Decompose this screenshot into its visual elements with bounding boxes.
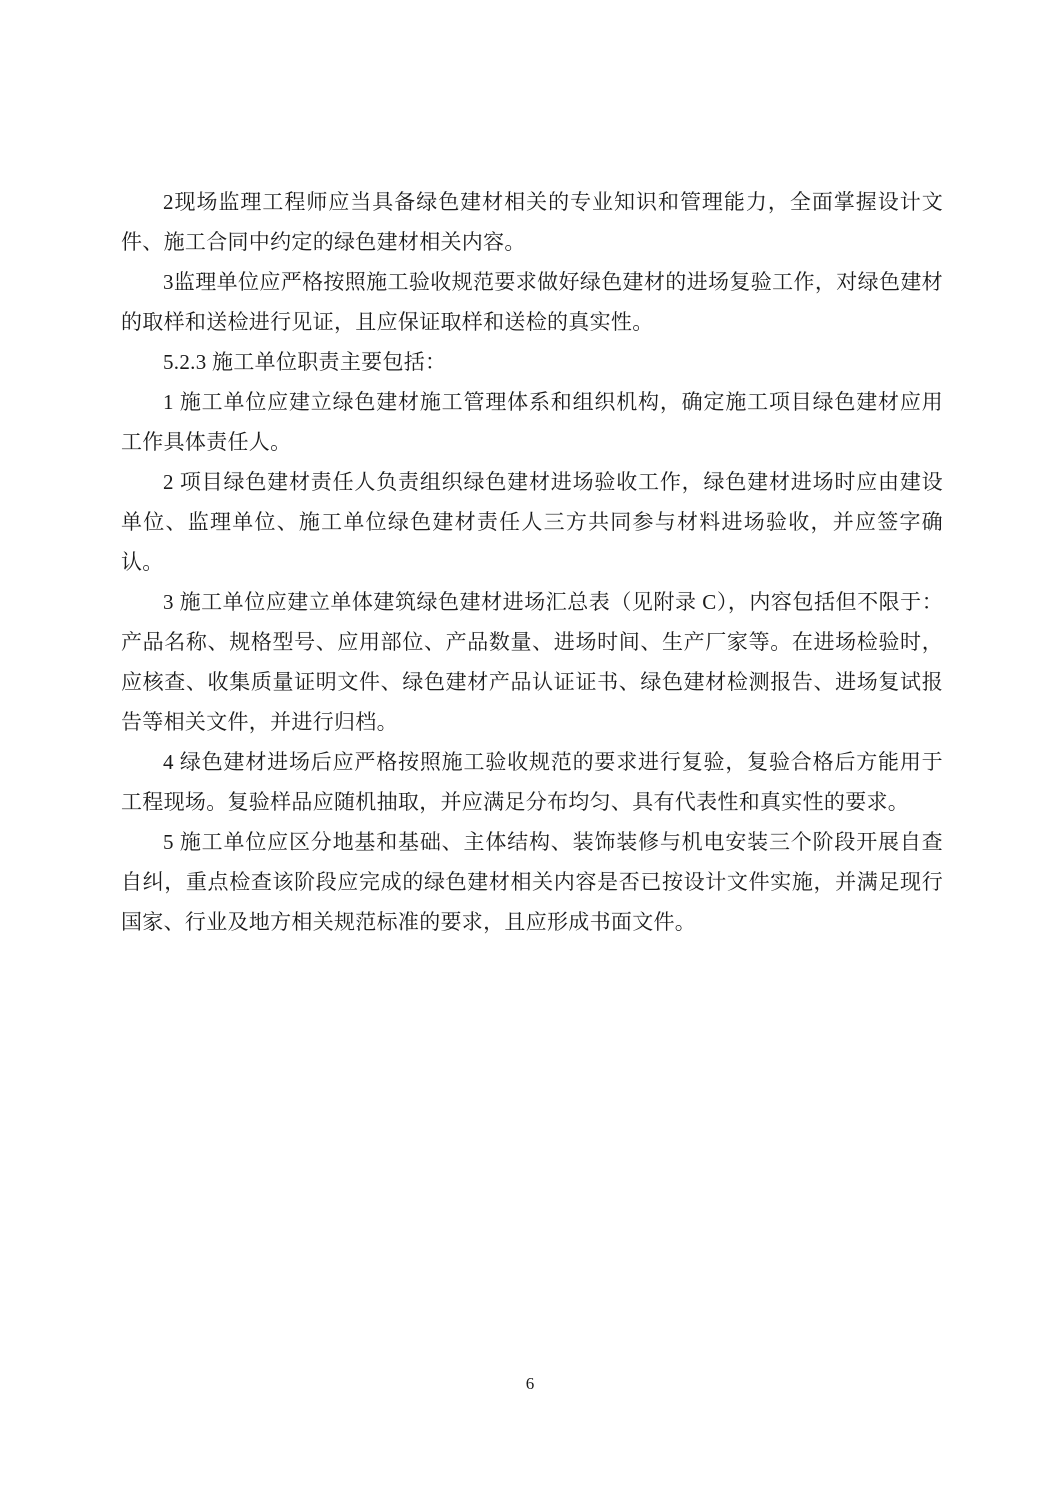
page-number: 6 bbox=[525, 1374, 535, 1393]
paragraph-item-5: 5 施工单位应区分地基和基础、主体结构、装饰装修与机电安装三个阶段开展自查自纠，重点检查该阶段应完成的绿色建材相关内容是否已按设计文件实施，并满足现行国家、行业及地方相关规范标准的要求，且应形成书面文件。 bbox=[121, 830, 943, 934]
paragraph-item-2: 2 项目绿色建材责任人负责组织绿色建材进场验收工作，绿色建材进场时应由建设单位、监理单位、施工单位绿色建材责任人三方共同参与材料进场验收，并应签字确认。 bbox=[121, 470, 943, 574]
section-heading-5-2-3: 5.2.3 施工单位职责主要包括： bbox=[163, 350, 447, 374]
paragraph-item-3: 3 施工单位应建立单体建筑绿色建材进场汇总表（见附录 C），内容包括但不限于：产品名称、规格型号、应用部位、产品数量、进场时间、生产厂家等。在进场检验时，应核查、收集质量证明文件、绿色建材产品认证证书、绿色建材检测报告、进场复试报告等相关文件，并进行归档。 bbox=[121, 590, 943, 734]
paragraph-item-4: 4 绿色建材进场后应严格按照施工验收规范的要求进行复验，复验合格后方能用于工程现场。复验样品应随机抽取，并应满足分布均匀、具有代表性和真实性的要求。 bbox=[121, 750, 943, 814]
paragraph-supervision-unit: 3监理单位应严格按照施工验收规范要求做好绿色建材的进场复验工作，对绿色建材的取样和送检进行见证，且应保证取样和送检的真实性。 bbox=[121, 270, 943, 334]
paragraph-supervision-engineer: 2现场监理工程师应当具备绿色建材相关的专业知识和管理能力，全面掌握设计文件、施工合同中约定的绿色建材相关内容。 bbox=[121, 190, 943, 254]
page-body-text bbox=[121, 182, 943, 942]
paragraph-item-1: 1 施工单位应建立绿色建材施工管理体系和组织机构，确定施工项目绿色建材应用工作具体责任人。 bbox=[121, 390, 943, 454]
